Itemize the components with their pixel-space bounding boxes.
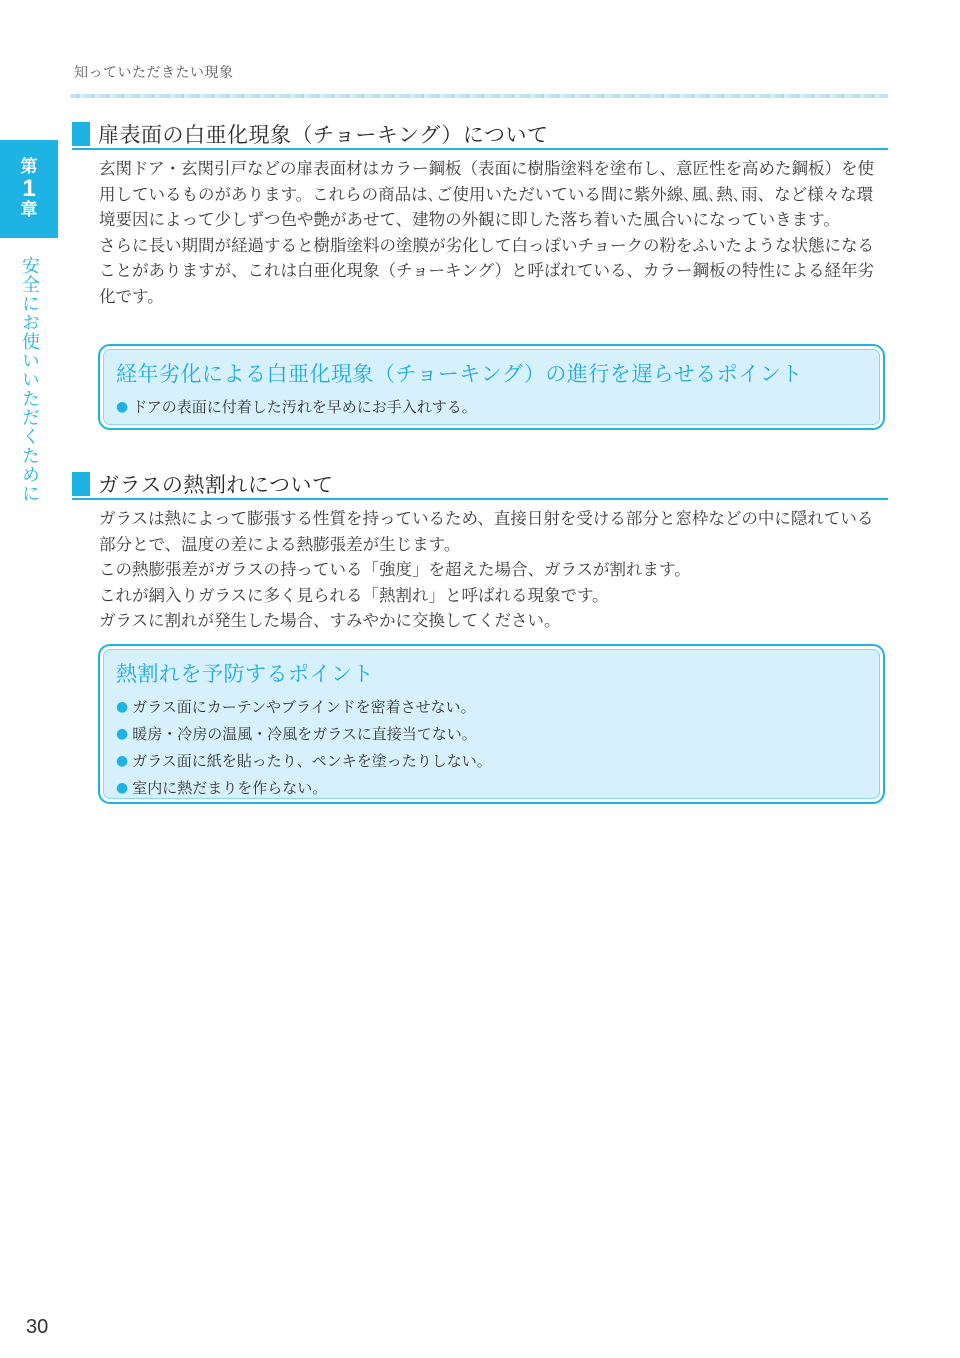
paragraph: さらに長い期間が経過すると樹脂塗料の塗膜が劣化して白っぽいチョークの粉をふいたような状態になることがありますが、これは白亜化現象（チョーキング）と呼ばれている、カラー鋼板の特性による経年劣化です。 — [99, 235, 875, 306]
chapter-title-vertical: 安全にお使いいただくために — [19, 256, 40, 503]
tip-item-text: ドアの表面に付着した汚れを早めにお手入れする。 — [132, 398, 477, 416]
paragraph: この熱膨張差がガラスの持っている「強度」を超えた場合、ガラスが割れます。 — [99, 560, 691, 579]
section-body — [99, 156, 888, 309]
tip-title: 熱割れを予防するポイント — [116, 662, 374, 686]
running-header-label: 知っていただきたい現象 — [74, 65, 234, 81]
section-heading — [72, 120, 888, 150]
section-heading — [72, 470, 888, 500]
paragraph: ガラスに割れが発生した場合、すみやかに交換してください。 — [99, 611, 561, 630]
tip-item-text: 室内に熱だまりを作らない。 — [132, 779, 328, 797]
section-title: ガラスの熱割れについて — [98, 473, 334, 497]
list-item — [116, 748, 867, 775]
page-number: 30 — [26, 1316, 49, 1338]
bullet-icon: ● — [116, 780, 129, 796]
list-item — [116, 775, 867, 802]
heading-marker — [72, 122, 90, 146]
tip-item-text: ガラス面に紙を貼ったり、ペンキを塗ったりしない。 — [132, 752, 492, 770]
section-title: 扉表面の白亜化現象（チョーキング）について — [98, 123, 549, 147]
tip-list — [116, 394, 867, 421]
chapter-prefix: 第 — [20, 156, 38, 177]
list-item — [116, 721, 867, 748]
chapter-suffix: 章 — [20, 199, 38, 220]
list-item — [116, 694, 867, 721]
paragraph: これが網入りガラスに多く見られる「熱割れ」と呼ばれる現象です。 — [99, 585, 609, 605]
bullet-icon: ● — [116, 726, 129, 742]
tip-title: 経年劣化による白亜化現象（チョーキング）の進行を遅らせるポイント — [116, 362, 803, 386]
bullet-icon: ● — [116, 399, 129, 415]
section-chalking — [72, 120, 888, 309]
paragraph: 玄関ドア・玄関引戸などの扉表面材はカラー鋼板（表面に樹脂塗料を塗布し、意匠性を高めた鋼板）を使用しているものがあります。これらの商品は､ご使用いただいている間に紫外線､風､熱､雨、など様々な環境要因によって少しずつ色や艶があせて、建物の外観に即した落ち着いた風合いになっていきます。 — [99, 159, 875, 229]
header-divider — [70, 94, 888, 98]
list-item — [116, 394, 867, 421]
tip-box-thermal-crack — [98, 644, 885, 804]
paragraph: ガラスは熱によって膨張する性質を持っているため、直接日射を受ける部分と窓枠などの中に隠れている部分とで、温度の差による熱膨張差が生じます。 — [99, 509, 874, 554]
tip-list — [116, 694, 867, 802]
bullet-icon: ● — [116, 699, 129, 715]
section-thermal-crack — [72, 470, 888, 634]
chapter-tab — [0, 140, 58, 238]
section-body — [99, 506, 888, 634]
chapter-number: 1 — [22, 175, 36, 203]
tip-item-text: ガラス面にカーテンやブラインドを密着させない。 — [132, 698, 476, 716]
tip-item-text: 暖房・冷房の温風・冷風をガラスに直接当てない。 — [132, 725, 477, 743]
tip-box-chalking — [98, 344, 885, 430]
heading-marker — [72, 472, 90, 496]
bullet-icon: ● — [116, 753, 129, 769]
